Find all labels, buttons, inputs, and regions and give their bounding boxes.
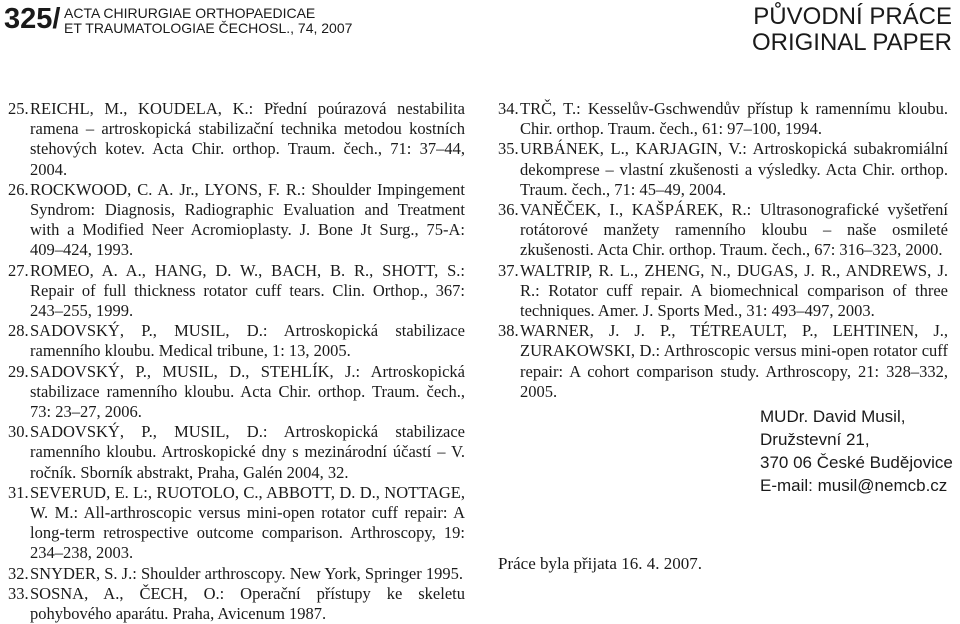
author-email: E-mail: musil@nemcb.cz (760, 476, 948, 495)
reference-number: 30. (8, 422, 29, 442)
reference-number: 33. (8, 583, 29, 603)
author-name: MUDr. David Musil, (760, 407, 906, 426)
reference-number: 35. (498, 139, 519, 159)
journal-title (64, 6, 352, 36)
received-date: Práce byla přijata 16. 4. 2007. (498, 554, 702, 573)
reference-item (498, 261, 948, 322)
reference-text: SADOVSKÝ, P., MUSIL, D.: Artroskopická stabilizace ramenního kloubu. Artroskopické dny s mezinárodní účastí – V. ročník. Sborník abstrakt, Praha, Galén 2004, 32. (30, 422, 465, 482)
reference-text: TRČ, T.: Kesselův-Gschwendův přístup k ramennímu kloubu. Chir. orthop. Traum. čech., 61: 97–100, 1994. (520, 99, 948, 139)
reference-item (8, 362, 465, 423)
reference-item (498, 139, 948, 200)
reference-text: REICHL, M., KOUDELA, K.: Přední poúrazová nestabilita ramena – artroskopická stabilizační technika metodou kostních stehových kotev. Acta Chir. orthop. Traum. čech., 71: 37–44, 2004. (30, 99, 465, 179)
reference-text: SEVERUD, E. L:, RUOTOLO, C., ABBOTT, D. D., NOTTAGE, W. M.: All-arthroscopic versus mini-open rotator cuff repair: A long-term retrospective outcome comparison. Arthroscopy, 19: 234–238, 2003. (30, 482, 465, 563)
journal-title-line-2: ET TRAUMATOLOGIAE ČECHOSL., 74, 2007 (64, 20, 353, 36)
reference-item (8, 321, 465, 361)
reference-text: SADOVSKÝ, P., MUSIL, D., STEHLÍK, J.: Artroskopická stabilizace ramenního kloubu. Acta Chir. orthop. Traum. čech., 73: 23–27, 2006. (30, 361, 465, 422)
reference-item (498, 99, 948, 139)
reference-number: 27. (8, 260, 29, 280)
page-header (0, 0, 960, 85)
reference-item (8, 422, 465, 483)
address-street: Družstevní 21, (760, 430, 870, 449)
reference-item (8, 564, 465, 584)
reference-number: 37. (498, 260, 519, 280)
reference-text: SNYDER, S. J.: Shoulder arthroscopy. New York, Springer 1995. (30, 563, 463, 583)
references-left-column (8, 99, 465, 624)
reference-text: WALTRIP, R. L., ZHENG, N., DUGAS, J. R., ANDREWS, J. R.: Rotator cuff repair. A biomechnical comparison of three techniques. Amer. J. Sports Med., 31: 493–497, 2003. (520, 260, 948, 321)
reference-number: 25. (8, 99, 29, 118)
journal-title-line-1: ACTA CHIRURGIAE ORTHOPAEDICAE (64, 5, 316, 21)
reference-number: 26. (8, 179, 29, 199)
references-right-column (498, 99, 948, 402)
reference-text: VANĚČEK, I., KAŠPÁREK, R.: Ultrasonografické vyšetření rotátorové manžety ramenního kloubu – naše osmileté zkušenosti. Acta Chir. orthop. Traum. čech., 67: 316–323, 2000. (520, 200, 948, 260)
reference-item (498, 321, 948, 402)
reference-text: ROCKWOOD, C. A. Jr., LYONS, F. R.: Shoulder Impingement Syndrom: Diagnosis, Radiographic Evaluation and Treatment with a Modified Neer Acromioplasty. J. Bone Jt Surg., 75-A: 409–424, 1993. (30, 179, 465, 260)
reference-item (8, 584, 465, 624)
reference-item (8, 99, 465, 180)
reference-number: 29. (8, 361, 29, 381)
reference-text: URBÁNEK, L., KARJAGIN, V.: Artroskopická subakromiální dekomprese – vlastní zkušenosti a výsledky. Acta Chir. orthop. Traum. čech., 71: 45–49, 2004. (520, 139, 948, 199)
reference-text: WARNER, J. J. P., TÉTREAULT, P., LEHTINEN, J., ZURAKOWSKI, D.: Arthroscopic versus mini-open rotator cuff repair: A cohort comparison study. Arthroscopy, 21: 328–332, 2005. (520, 321, 948, 401)
reference-number: 36. (498, 200, 519, 220)
author-address (760, 405, 953, 497)
reference-item (498, 200, 948, 261)
reference-item (8, 180, 465, 261)
reference-number: 31. (8, 482, 29, 502)
reference-number: 28. (8, 321, 29, 341)
reference-text: ROMEO, A. A., HANG, D. W., BACH, B. R., SHOTT, S.: Repair of full thickness rotator cuff tears. Clin. Orthop., 367: 243–255, 1999. (30, 260, 465, 321)
section-label-czech: PŮVODNÍ PRÁCE (753, 3, 952, 30)
address-city: 370 06 České Budějovice (760, 453, 953, 472)
section-label-english: ORIGINAL PAPER (751, 29, 952, 56)
section-label (752, 4, 952, 56)
reference-item (8, 261, 465, 322)
reference-number: 38. (498, 321, 519, 341)
reference-text: SOSNA, A., ČECH, O.: Operační přístupy ke skeletu pohybového aparátu. Praha, Avicenum 1987. (30, 583, 465, 624)
reference-item (8, 483, 465, 564)
page-number: 325/ (4, 3, 61, 35)
reference-text: SADOVSKÝ, P., MUSIL, D.: Artroskopická stabilizace ramenního kloubu. Medical tribune, 1: 13, 2005. (30, 321, 465, 361)
reference-number: 34. (498, 99, 519, 118)
reference-number: 32. (8, 563, 29, 583)
